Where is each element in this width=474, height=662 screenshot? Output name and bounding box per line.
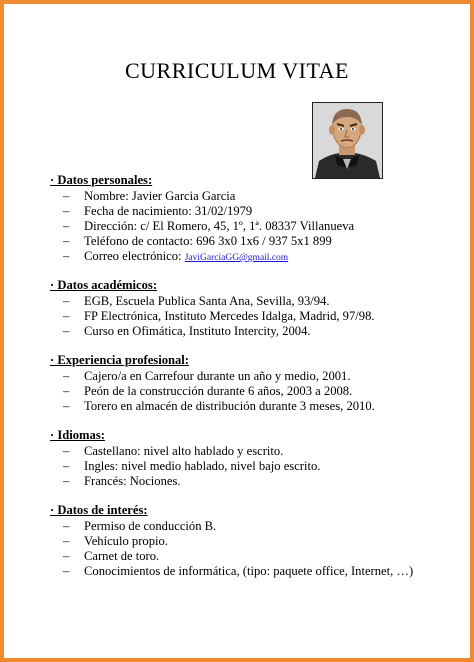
list-item: – EGB, Escuela Publica Santa Ana, Sevilla, 93/94. (63, 294, 330, 308)
list-item: – Castellano: nivel alto hablado y escrito. (63, 444, 284, 458)
list-item: – Torero en almacén de distribución durante 3 meses, 2010. (63, 399, 375, 413)
section-academic-data (50, 277, 460, 339)
bullet-dash: – (63, 219, 70, 233)
list-item: – Carnet de toro. (63, 549, 160, 563)
list-item: – Cajero/a en Carrefour durante un año y medio, 2001. (63, 369, 351, 383)
list-item: – Vehículo propio. (63, 534, 168, 548)
section-work-experience (50, 352, 460, 414)
cv-content (50, 172, 460, 579)
bullet-dash: – (63, 324, 70, 338)
section-heading: · Experiencia profesional: (50, 353, 189, 367)
section-heading: · Datos de interés: (50, 503, 148, 517)
bullet-dash: – (63, 459, 70, 473)
bullet-dash: – (63, 384, 70, 398)
bullet-dash: – (63, 474, 70, 488)
bullet-dash: – (63, 294, 70, 308)
list-item: – Permiso de conducción B. (63, 519, 217, 533)
bullet-dash: – (63, 189, 70, 203)
list-item: – Francés: Nociones. (63, 474, 181, 488)
section-personal-data (50, 172, 460, 264)
bullet-dash: – (63, 399, 70, 413)
bullet-dash: – (63, 444, 70, 458)
section-heading: · Datos personales: (50, 173, 153, 187)
list-item: – Teléfono de contacto: 696 3x0 1x6 / 937 5x1 899 (63, 234, 332, 248)
email-link[interactable]: JaviGarciaGG@gmail.com (184, 253, 289, 263)
list-item-email (50, 249, 460, 264)
person-portrait-icon (312, 102, 383, 179)
page-title: CURRICULUM VITAE (124, 58, 349, 83)
bullet-dash: – (63, 234, 70, 248)
bullet-dash: – (63, 564, 70, 578)
section-heading: · Idiomas: (50, 428, 105, 442)
list-item: – Conocimientos de informática, (tipo: paquete office, Internet, …) (63, 564, 414, 578)
bullet-dash: – (63, 549, 70, 563)
section-other-data (50, 502, 460, 579)
section-heading: · Datos académicos: (50, 278, 158, 292)
bullet-dash: – (63, 519, 70, 533)
list-item: – Curso en Ofimática, Instituto Intercity, 2004. (63, 324, 311, 338)
list-item: – Fecha de nacimiento: 31/02/1979 (63, 204, 253, 218)
bullet-dash: – (63, 534, 70, 548)
section-languages (50, 427, 460, 489)
bullet-dash: – (63, 249, 70, 263)
bullet-dash: – (63, 369, 70, 383)
bullet-dash: – (63, 204, 70, 218)
email-label: Correo electrónico: (84, 249, 182, 263)
bullet-dash: – (63, 309, 70, 323)
list-item: – Ingles: nivel medio hablado, nivel bajo escrito. (63, 459, 321, 473)
list-item: – Dirección: c/ El Romero, 45, 1º, 1ª. 08337 Villanueva (63, 219, 355, 233)
list-item: – FP Electrónica, Instituto Mercedes Idalga, Madrid, 97/98. (63, 309, 375, 323)
list-item: – Nombre: Javier Garcia Garcia (63, 189, 236, 203)
list-item: – Peón de la construcción durante 6 años, 2003 a 2008. (63, 384, 353, 398)
